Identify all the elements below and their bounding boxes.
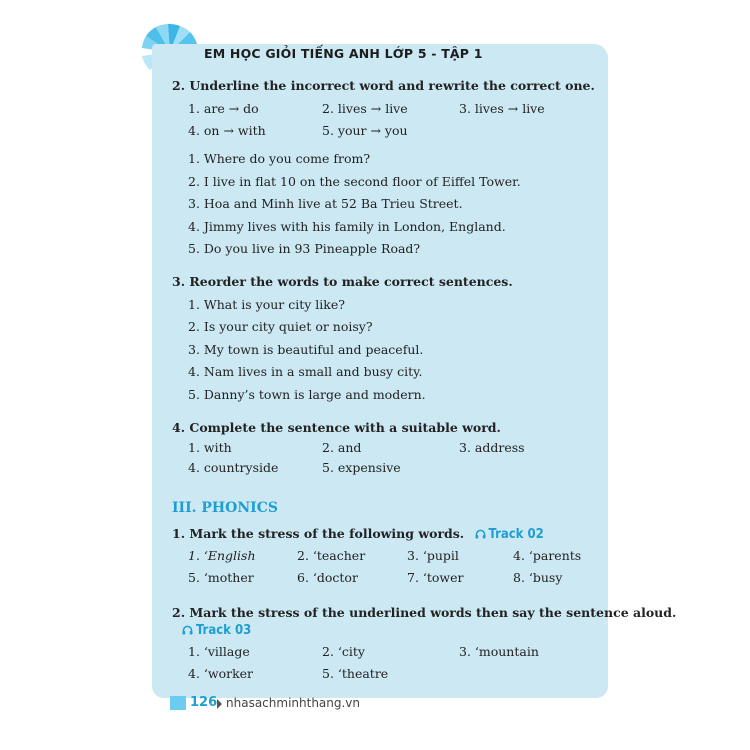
ex4-answer: 4. countryside bbox=[188, 460, 279, 475]
ex4-answer: 5. expensive bbox=[322, 460, 401, 475]
phonics-q2-answer: 1. ‘village bbox=[188, 644, 250, 659]
phonics-q1-answer: 8. ‘busy bbox=[513, 570, 563, 585]
ex4-answer: 3. address bbox=[459, 440, 525, 455]
triangle-right-icon bbox=[217, 699, 222, 709]
headphones-icon bbox=[182, 625, 193, 635]
phonics-q2-answer: 2. ‘city bbox=[322, 644, 365, 659]
ex2-sentence: 4. Jimmy lives with his family in London, England. bbox=[188, 219, 506, 234]
ex3-sentence: 3. My town is beautiful and peaceful. bbox=[188, 342, 424, 357]
track-03-link[interactable] bbox=[182, 622, 251, 638]
ex3-sentence: 1. What is your city like? bbox=[188, 297, 345, 312]
phonics-q1-answer: 6. ‘doctor bbox=[297, 570, 358, 585]
ex2-sentence: 5. Do you live in 93 Pineapple Road? bbox=[188, 241, 421, 256]
headphones-icon bbox=[475, 529, 486, 539]
phonics-q1-answer: 1. ‘English bbox=[188, 548, 256, 563]
phonics-q1-title bbox=[172, 526, 544, 542]
page-number-box bbox=[170, 696, 186, 710]
ex3-sentence: 2. Is your city quiet or noisy? bbox=[188, 319, 373, 334]
ex4-answer: 2. and bbox=[322, 440, 362, 455]
ex4-title: 4. Complete the sentence with a suitable word. bbox=[172, 420, 501, 435]
ex2-answer: 4. on → with bbox=[188, 123, 266, 138]
ex2-answer: 2. lives → live bbox=[322, 101, 408, 116]
book-title: EM HỌC GIỎI TIẾNG ANH LỚP 5 - TẬP 1 bbox=[204, 46, 483, 61]
ex2-sentence: 1. Where do you come from? bbox=[188, 151, 371, 166]
page-header bbox=[152, 44, 608, 66]
page-number: 126 bbox=[190, 695, 218, 710]
ex2-sentence: 2. I live in flat 10 on the second floor of Eiffel Tower. bbox=[188, 174, 521, 189]
ex2-title: 2. Underline the incorrect word and rewrite the correct one. bbox=[172, 78, 595, 93]
ex3-sentence: 4. Nam lives in a small and busy city. bbox=[188, 364, 423, 379]
phonics-q1-title-text: 1. Mark the stress of the following words. bbox=[172, 526, 465, 541]
phonics-q1-answer: 5. ‘mother bbox=[188, 570, 254, 585]
track-02-label: Track 02 bbox=[488, 527, 544, 542]
section-heading-phonics: III. PHONICS bbox=[172, 500, 278, 516]
ex2-answer: 5. your → you bbox=[322, 123, 408, 138]
phonics-q1-answer: 2. ‘teacher bbox=[297, 548, 366, 563]
ex2-sentence: 3. Hoa and Minh live at 52 Ba Trieu Street. bbox=[188, 196, 463, 211]
phonics-q1-answer: 7. ‘tower bbox=[407, 570, 464, 585]
content-panel bbox=[152, 66, 677, 698]
track-02-link[interactable] bbox=[475, 527, 544, 542]
phonics-q2-answer: 5. ‘theatre bbox=[322, 666, 389, 681]
track-03-label: Track 03 bbox=[196, 623, 252, 638]
ex2-answer: 1. are → do bbox=[188, 101, 259, 116]
ex4-answer: 1. with bbox=[188, 440, 232, 455]
ex2-answer: 3. lives → live bbox=[459, 101, 545, 116]
phonics-q1-answer: 3. ‘pupil bbox=[407, 548, 459, 563]
ex3-sentence: 5. Danny’s town is large and modern. bbox=[188, 387, 426, 402]
phonics-q2-answer: 3. ‘mountain bbox=[459, 644, 539, 659]
phonics-q2-title: 2. Mark the stress of the underlined words then say the sentence aloud. bbox=[172, 605, 677, 620]
ex3-title: 3. Reorder the words to make correct sentences. bbox=[172, 274, 513, 289]
page-footer bbox=[152, 695, 452, 715]
publisher-website: nhasachminhthang.vn bbox=[226, 696, 361, 710]
phonics-q2-answer: 4. ‘worker bbox=[188, 666, 254, 681]
phonics-q1-answer: 4. ‘parents bbox=[513, 548, 582, 563]
